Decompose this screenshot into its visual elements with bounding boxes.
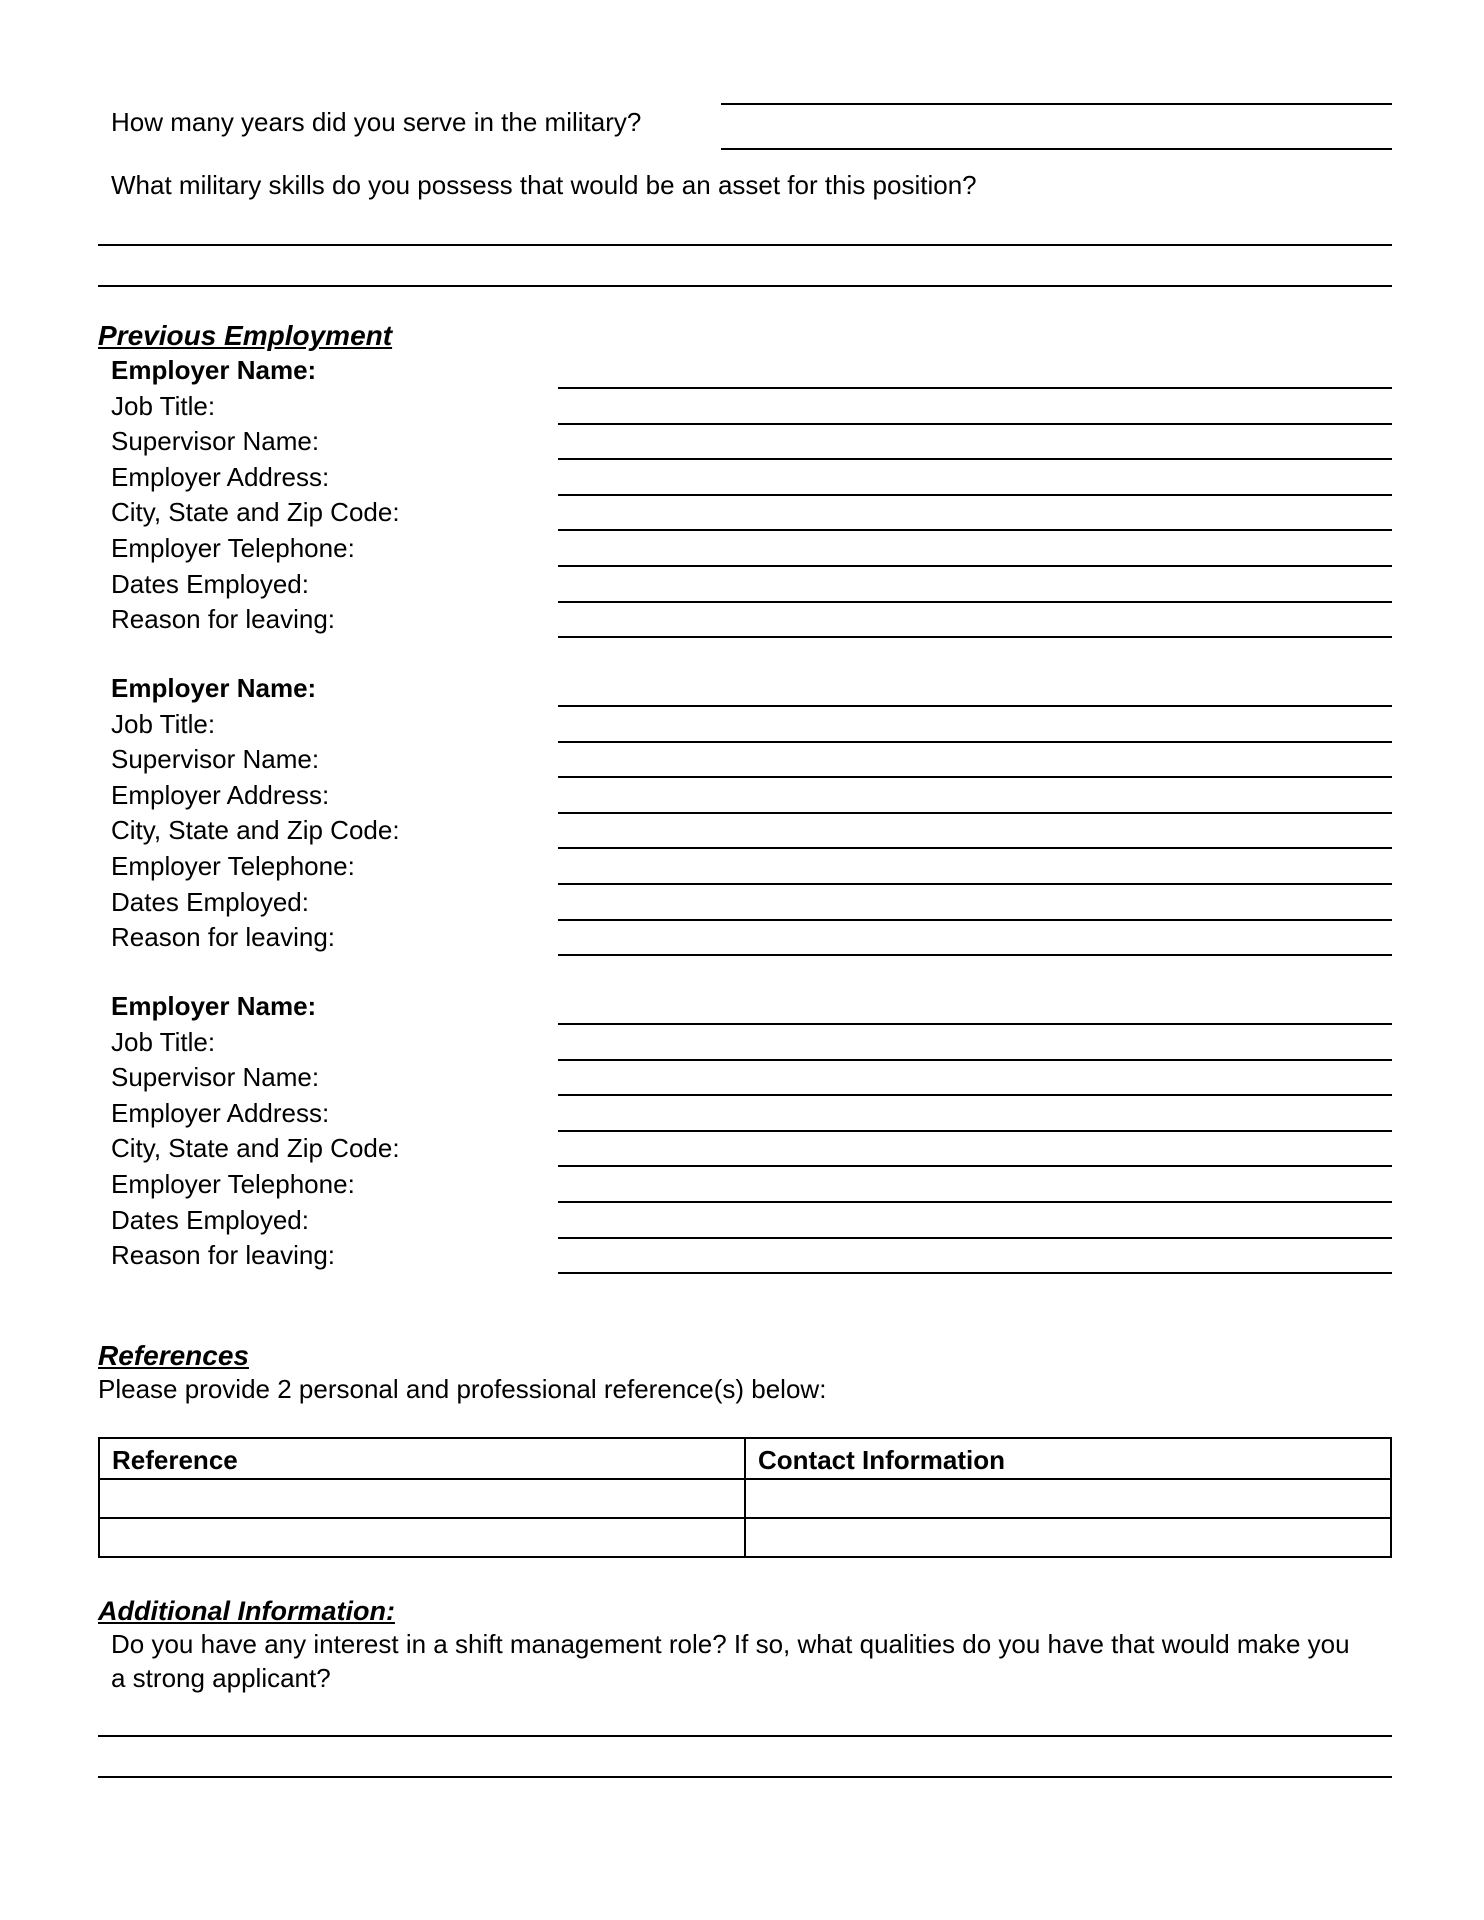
employer-field-job-title-answer-line[interactable] [558, 423, 1392, 425]
employer-field-employer-address-answer-line[interactable] [558, 1130, 1392, 1132]
employer-field-label-city-state-and-zip-code: City, State and Zip Code: [111, 1133, 400, 1164]
references-instruction: Please provide 2 personal and professional reference(s) below: [98, 1374, 827, 1404]
employer-name-answer-line[interactable] [558, 1023, 1392, 1025]
employer-field-job-title-answer-line[interactable] [558, 1059, 1392, 1061]
employer-field-label-reason-for-leaving: Reason for leaving: [111, 604, 336, 635]
employer-field-label-dates-employed: Dates Employed: [111, 568, 309, 599]
employer-field-label-job-title: Job Title: [111, 708, 216, 739]
military-skills-question: What military skills do you possess that would be an asset for this position? [111, 170, 977, 200]
employer-field-city-state-and-zip-code-answer-line[interactable] [558, 1165, 1392, 1167]
additional-information-question: Do you have any interest in a shift management role? If so, what qualities do you have that would make you a strong applicant? [111, 1629, 1350, 1693]
employer-field-employer-address-answer-line[interactable] [558, 494, 1392, 496]
military-years-answer-line-1[interactable] [721, 103, 1392, 105]
employer-name-answer-line[interactable] [558, 705, 1392, 707]
table-row [99, 1479, 1391, 1518]
employer-field-label-supervisor-name: Supervisor Name: [111, 426, 320, 457]
employer-field-employer-telephone-answer-line[interactable] [558, 883, 1392, 885]
military-years-question: How many years did you serve in the military? [111, 107, 642, 137]
employer-field-supervisor-name-answer-line[interactable] [558, 776, 1392, 778]
employer-field-label-city-state-and-zip-code: City, State and Zip Code: [111, 497, 400, 528]
table-row [99, 1518, 1391, 1557]
military-skills-answer-line-2[interactable] [98, 285, 1392, 287]
employer-field-label-supervisor-name: Supervisor Name: [111, 744, 320, 775]
employer-field-dates-employed-answer-line[interactable] [558, 601, 1392, 603]
additional-information-answer-line-1[interactable] [98, 1735, 1392, 1737]
employer-field-label-city-state-and-zip-code: City, State and Zip Code: [111, 815, 400, 846]
references-table [98, 1437, 1392, 1558]
employer-field-employer-telephone-answer-line[interactable] [558, 565, 1392, 567]
employer-field-employer-telephone-answer-line[interactable] [558, 1201, 1392, 1203]
employer-field-supervisor-name-answer-line[interactable] [558, 458, 1392, 460]
employer-field-label-reason-for-leaving: Reason for leaving: [111, 922, 336, 953]
employer-field-reason-for-leaving-answer-line[interactable] [558, 954, 1392, 956]
employer-name-answer-line[interactable] [558, 387, 1392, 389]
employer-field-label-employer-address: Employer Address: [111, 461, 330, 492]
contact-information-cell[interactable] [745, 1479, 1391, 1518]
employer-field-dates-employed-answer-line[interactable] [558, 1237, 1392, 1239]
employer-field-city-state-and-zip-code-answer-line[interactable] [558, 847, 1392, 849]
additional-information-answer-line-2[interactable] [98, 1776, 1392, 1778]
contact-information-cell[interactable] [745, 1518, 1391, 1557]
references-title: References [98, 1340, 249, 1371]
reference-cell[interactable] [99, 1518, 745, 1557]
employer-field-label-employer-address: Employer Address: [111, 1097, 330, 1128]
previous-employment-title: Previous Employment [98, 320, 393, 351]
employer-name-label: Employer Name: [111, 673, 317, 703]
employer-field-label-dates-employed: Dates Employed: [111, 886, 309, 917]
employer-field-label-employer-telephone: Employer Telephone: [111, 533, 355, 563]
employer-field-employer-address-answer-line[interactable] [558, 812, 1392, 814]
reference-cell[interactable] [99, 1479, 745, 1518]
employer-field-reason-for-leaving-answer-line[interactable] [558, 1272, 1392, 1274]
employer-field-city-state-and-zip-code-answer-line[interactable] [558, 529, 1392, 531]
employer-field-label-job-title: Job Title: [111, 1026, 216, 1057]
employer-field-dates-employed-answer-line[interactable] [558, 919, 1392, 921]
employer-field-label-employer-telephone: Employer Telephone: [111, 851, 355, 881]
contact-information-column-header: Contact Information [745, 1438, 1391, 1479]
reference-column-header: Reference [99, 1438, 745, 1479]
employer-field-reason-for-leaving-answer-line[interactable] [558, 636, 1392, 638]
military-skills-answer-line-1[interactable] [98, 244, 1392, 246]
employer-field-job-title-answer-line[interactable] [558, 741, 1392, 743]
employer-field-label-supervisor-name: Supervisor Name: [111, 1062, 320, 1093]
references-header-row [99, 1438, 1391, 1479]
additional-information-title: Additional Information: [98, 1596, 395, 1626]
employer-name-label: Employer Name: [111, 355, 317, 385]
military-years-answer-line-2[interactable] [721, 148, 1392, 150]
employer-field-label-employer-address: Employer Address: [111, 779, 330, 810]
employer-field-label-job-title: Job Title: [111, 390, 216, 421]
employer-field-label-dates-employed: Dates Employed: [111, 1204, 309, 1235]
employer-field-label-employer-telephone: Employer Telephone: [111, 1169, 355, 1199]
employer-field-label-reason-for-leaving: Reason for leaving: [111, 1240, 336, 1271]
employer-field-supervisor-name-answer-line[interactable] [558, 1094, 1392, 1096]
employer-name-label: Employer Name: [111, 991, 317, 1021]
